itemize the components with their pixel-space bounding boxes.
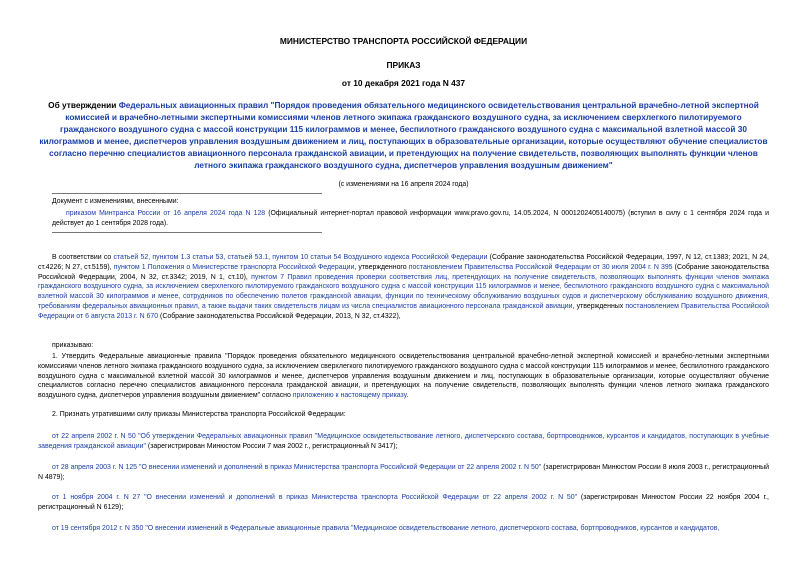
- repealed-text-1: (зарегистрирован Минюстом России 7 мая 2002 г., регистрационный N 3417);: [145, 442, 398, 450]
- divider-bottom: [52, 232, 322, 233]
- repealed-item-3: [38, 493, 769, 513]
- changes-text: (Официальный интернет-портал правовой информации www.pravo.gov.ru, 14.05.2024, N 0001202405140075) (вступил в силу с 1 сентября 2024 года и действует до 1 сентября 2028 года).: [52, 210, 769, 227]
- repealed-link-1[interactable]: от 22 апреля 2002 г. N 50 "Об утверждении Федеральных авиационных правил "Медицинское освидетельствование летного, диспетчерского состава, бортпроводников, курсантов и кандидатов, поступающих в учебные заведения гражданской авиации": [38, 433, 769, 450]
- repealed-item-1: [38, 432, 769, 452]
- changes-entry: [52, 209, 769, 229]
- repealed-item-2: [38, 463, 769, 483]
- ministry-heading: МИНИСТЕРСТВО ТРАНСПОРТА РОССИЙСКОЙ ФЕДЕРАЦИИ: [279, 36, 528, 46]
- repealed-text-3: (зарегистрирован Минюстом России 22 ноября 2004 г., регистрационный N 6129);: [38, 494, 769, 511]
- preamble-text-6: (Собрание законодательства Российской Федерации, 2013, N 32, ст.4322),: [158, 312, 401, 320]
- repealed-item-4: [38, 524, 769, 534]
- title-link[interactable]: Федеральных авиационных правил "Порядок проведения обязательного медицинского освидетельствования центральной врачебно-летной экспертной комиссией и врачебно-летными экспертными комиссиями членов летного экипажа гражданского воздушного судна, за исключением сверхлегкого пилотируемого гражданского воздушного судна с массой конструкции 115 килограммов и менее, беспилотного гражданского воздушного судна с максимальной взлетной массой 30 килограммов и менее, диспетчеров управления воздушным движением и лиц, поступающих в образовательные организации, которые осуществляют обучение специалистов согласно перечню специалистов авиационного персонала гражданской авиации, и претендующих на получение свидетельств, позволяющих выполнять функции членов летного экипажа гражданского воздушного судна, диспетчеров управления воздушным движением": [39, 100, 768, 170]
- item-1-text: 1. Утвердить Федеральные авиационные правила "Порядок проведения обязательного медицинского освидетельствования центральной врачебно-летной экспертной комиссией и врачебно-летными экспертными комиссиями членов летного экипажа гражданского воздушного судна, за исключением сверхлегкого пилотируемого гражданского воздушного судна с массой конструкции 115 килограммов и менее, беспилотного гражданского воздушного судна с максимальной взлетной массой 30 килограммов и менее, диспетчеров управления воздушным движением и лиц, поступающих в образовательные организации, которые осуществляют обучение специалистов согласно перечню специалистов авиационного персонала гражданской авиации, и претендующих на получение свидетельств, позволяющих выполнять функции членов летного экипажа гражданского воздушного судна, диспетчеров управления воздушным движением" согласно: [38, 353, 769, 400]
- amendment-note: (с изменениями на 16 апреля 2024 года): [338, 181, 469, 188]
- repealed-link-4[interactable]: от 19 сентября 2012 г. N 350 "О внесении изменений в Федеральные авиационные правила "Медицинское освидетельствование летного, диспетчерского состава, бортпроводников, курсантов и кандидатов,: [52, 525, 720, 532]
- preamble-paragraph: [38, 253, 769, 322]
- item-1-paragraph: [38, 352, 769, 401]
- preamble-link-5[interactable]: постановлением Правительства Российской Федерации от 6 августа 2013 г. N 670: [38, 302, 769, 320]
- preamble-link-4[interactable]: пунктом 7 Правил проведения проверки соответствия лиц, претендующих на получение свидетельств, позволяющих выполнять функции членов экипажа гражданского воздушного судна, за исключением сверхлегкого пилотируемого гражданского воздушного судна с массой конструкции 115 килограммов и менее, беспилотного гражданского воздушного судна с максимальной взлетной массой 30 килограммов и менее, сотрудников по обеспечению полетов гражданской авиации, функции по техническому обслуживанию воздушных судов и диспетчерскому обслуживанию воздушного движения, требованиям федеральных авиационных правил, а также выдачи таких свидетельств лицам из числа специалистов авиационного персонала гражданской авиации: [38, 273, 770, 310]
- repealed-text-2: (зарегистрирован Минюстом России 8 июля 2003 г., регистрационный N 4879);: [38, 464, 770, 481]
- date-number-heading: от 10 декабря 2021 года N 437: [341, 78, 466, 88]
- preamble-text-5: , утвержденных: [572, 302, 626, 310]
- title-prefix: Об утверждении: [48, 100, 119, 110]
- preamble-text-3: , утвержденного: [354, 263, 409, 271]
- preamble-text-2: (Собрание законодательства Российской Федерации, 1997, N 12, ст.1383; 2021, N 24, ст.4226; N 27, ст.5159),: [38, 254, 769, 271]
- repealed-link-2[interactable]: от 28 апреля 2003 г. N 125 "О внесении изменений и дополнений в приказ Министерства транспорта Российской Федерации от 22 апреля 2002 г. N 50": [52, 464, 542, 471]
- changes-link[interactable]: приказом Минтранса России от 16 апреля 2024 года N 128: [66, 210, 266, 217]
- divider-top: [52, 193, 322, 194]
- repealed-link-3[interactable]: от 1 ноября 2004 г. N 27 "О внесении изменений и дополнений в приказ Министерства транспорта Российской Федерации от 22 апреля 2002 г. N 50": [52, 494, 578, 501]
- doc-type-heading: ПРИКАЗ: [386, 60, 421, 70]
- preamble-link-3[interactable]: постановлением Правительства Российской Федерации от 30 июля 2004 г. N 395: [408, 263, 673, 271]
- orders-word: приказываю:: [52, 342, 94, 349]
- item-1-end: .: [406, 392, 409, 400]
- item-2-paragraph: 2. Признать утратившими силу приказы Министерства транспорта Российской Федерации:: [52, 411, 346, 418]
- changes-header: Документ с изменениями, внесенными:: [52, 198, 179, 205]
- item-1-link[interactable]: приложению к настоящему приказу: [292, 392, 407, 400]
- document-title: [38, 100, 769, 171]
- preamble-text-4: (Собрание законодательства Российской Федерации, 2004, N 32, ст.3342; 2019, N 1, ст.10),: [38, 263, 769, 281]
- preamble-text-1: В соответствии со: [52, 254, 114, 261]
- preamble-link-1[interactable]: статьей 52, пунктом 1.3 статьи 53, статьей 53.1, пунктом 10 статьи 54 Воздушного кодекса Российской Федерации: [113, 254, 488, 261]
- preamble-link-2[interactable]: пунктом 1 Положения о Министерстве транспорта Российской Федерации: [113, 263, 355, 271]
